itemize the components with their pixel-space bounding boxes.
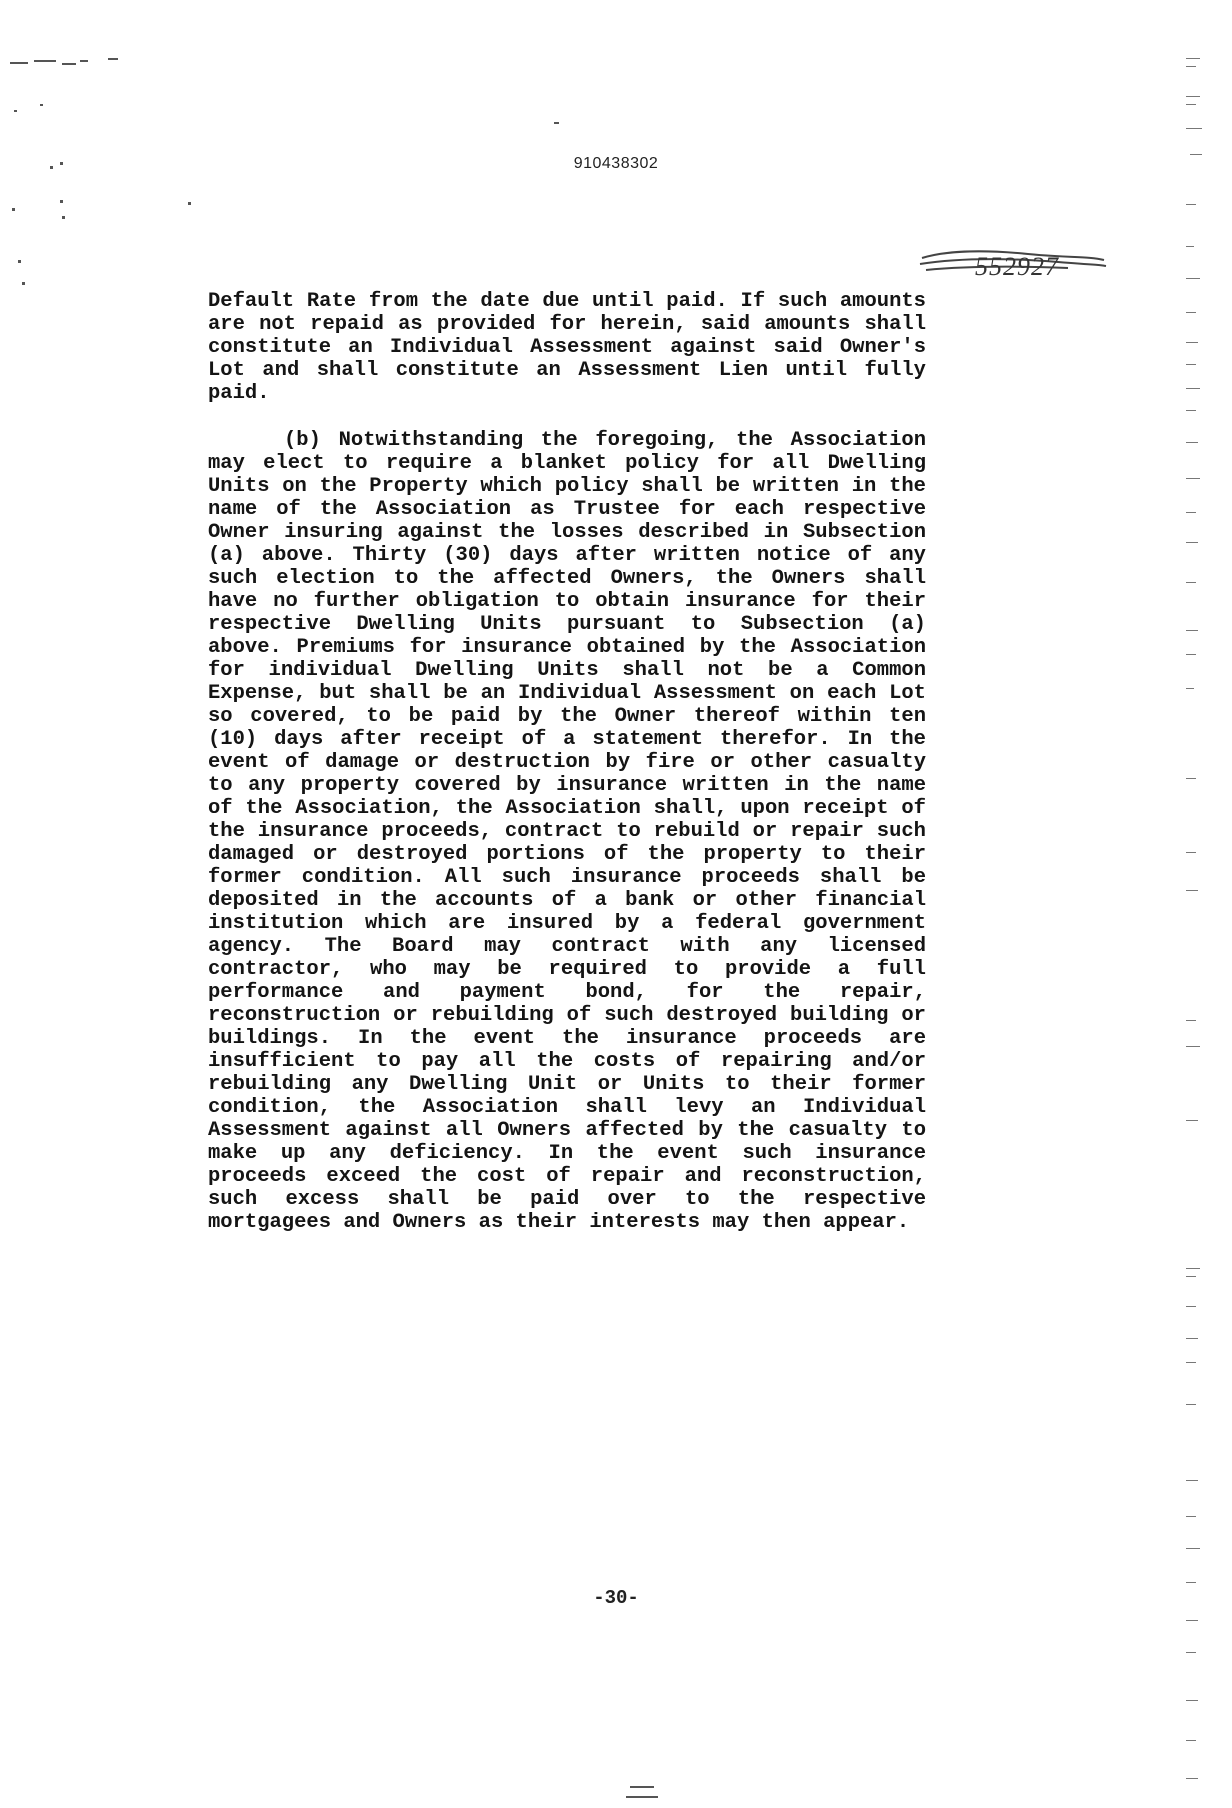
page-number: -30- [593,1587,639,1609]
recording-stamp-number: 552927 [975,252,1059,281]
document-number: 910438302 [573,155,659,172]
paragraph-b-blanket-policy: (b) Notwithstanding the foregoing, the Association may elect to require a blanket policy for all Dwelling Units on the Property which policy shall be written in the name of the Association as Trustee for each respective Owner insuring against the losses described in Subsection (a) above. Thirty (30) days after written notice of any such election to the affected Owners, the Owners shall have no further obligation to obtain insurance for their respective Dwelling Units pursuant to Subsection (a) above. Premiums for insurance obtained by the Association for individual Dwelling Units shall not be a Common Expense, but shall be an Individual Assessment on each Lot so covered, to be paid by the Owner thereof within ten (10) days after receipt of a statement therefor. In the event of damage or destruction by fire or other casualty to any property covered by insurance written in the name of the Association, the Association shall, upon receipt of the insurance proceeds, contract to rebuild or repair such damaged or destroyed portions of the property to their former condition. All such insurance proceeds shall be deposited in the accounts of a bank or other financial institution which are insured by a federal government agency. The Board may contract with any licensed contractor, who may be required to provide a full performance and payment bond, for the repair, reconstruction or rebuilding of such destroyed building or buildings. In the event the insurance proceeds are insufficient to pay all the costs of repairing and/or rebuilding any Dwelling Unit or Units to their former condition, the Association shall levy an Individual Assessment against all Owners affected by the casualty to make up any deficiency. In the event such insurance proceeds exceed the cost of repair and reconstruction, such excess shall be paid over to the respective mortgagees and Owners as their interests may then appear. [208,429,926,1234]
paragraph-default-rate: Default Rate from the date due until paid. If such amounts are not repaid as provided for herein, said amounts shall constitute an Individual Assessment against said Owner's Lot and shall constitute an Assessment Lien until fully paid. [208,290,926,405]
body-text [208,290,926,1234]
